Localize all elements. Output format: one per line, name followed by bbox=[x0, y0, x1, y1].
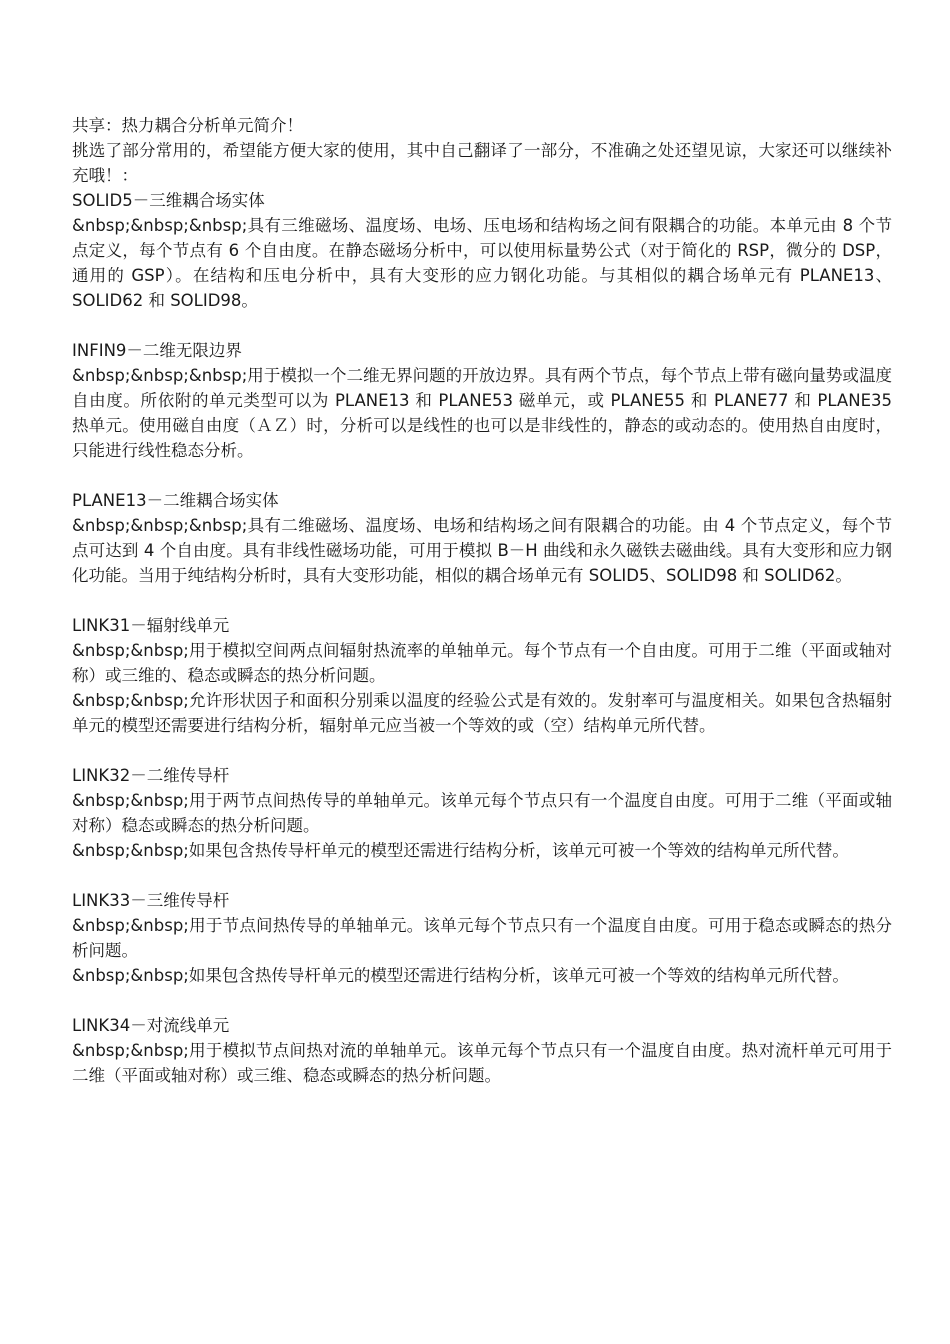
section-heading: LINK31－辐射线单元 bbox=[72, 616, 230, 635]
document-title: 共享：热力耦合分析单元简介！ bbox=[72, 116, 303, 135]
section-paragraph: &nbsp;&nbsp;如果包含热传导杆单元的模型还需进行结构分析，该单元可被一个等效的结构单元所代替。 bbox=[72, 841, 849, 860]
section-paragraph: &nbsp;&nbsp;用于节点间热传导的单轴单元。该单元每个节点只有一个温度自由度。可用于稳态或瞬态的热分析问题。 bbox=[72, 916, 892, 960]
intro-paragraph: 挑选了部分常用的，希望能方便大家的使用，其中自己翻译了一部分，不准确之处还望见谅，大家还可以继续补充哦！： bbox=[72, 141, 892, 185]
section-link33 bbox=[72, 888, 892, 988]
section-paragraph: &nbsp;&nbsp;用于模拟空间两点间辐射热流率的单轴单元。每个节点有一个自由度。可用于二维（平面或轴对称）或三维的、稳态或瞬态的热分析问题。 bbox=[72, 641, 892, 685]
section-paragraph: &nbsp;&nbsp;如果包含热传导杆单元的模型还需进行结构分析，该单元可被一个等效的结构单元所代替。 bbox=[72, 966, 849, 985]
section-link32 bbox=[72, 763, 892, 863]
section-paragraph: &nbsp;&nbsp;用于模拟节点间热对流的单轴单元。该单元每个节点只有一个温度自由度。热对流杆单元可用于二维（平面或轴对称）或三维、稳态或瞬态的热分析问题。 bbox=[72, 1041, 892, 1085]
section-paragraph: &nbsp;&nbsp;&nbsp;具有二维磁场、温度场、电场和结构场之间有限耦合的功能。由 4 个节点定义，每个节点可达到 4 个自由度。具有非线性磁场功能，可用于模拟 B－H 曲线和永久磁铁去磁曲线。具有大变形和应力钢化功能。当用于纯结构分析时，具有大变形功能，相似的耦合场单元有 SOLID5、SOLID98 和 SOLID62。 bbox=[72, 516, 892, 585]
section-plane13 bbox=[72, 488, 892, 588]
section-solid5 bbox=[72, 188, 892, 313]
section-heading: PLANE13－二维耦合场实体 bbox=[72, 491, 279, 510]
section-heading: LINK32－二维传导杆 bbox=[72, 766, 230, 785]
section-paragraph: &nbsp;&nbsp;允许形状因子和面积分别乘以温度的经验公式是有效的。发射率可与温度相关。如果包含热辐射单元的模型还需要进行结构分析，辐射单元应当被一个等效的或（空）结构单元所代替。 bbox=[72, 691, 892, 735]
section-heading: SOLID5－三维耦合场实体 bbox=[72, 191, 265, 210]
section-paragraph: &nbsp;&nbsp;&nbsp;用于模拟一个二维无界问题的开放边界。具有两个节点，每个节点上带有磁向量势或温度自由度。所依附的单元类型可以为 PLANE13 和 PLANE53 磁单元，或 PLANE55 和 PLANE77 和 PLANE35 热单元。使用磁自由度（ＡＺ）时，分析可以是线性的也可以是非线性的，静态的或动态的。使用热自由度时，只能进行线性稳态分析。 bbox=[72, 366, 892, 460]
section-heading: LINK34－对流线单元 bbox=[72, 1016, 230, 1035]
section-infin9 bbox=[72, 338, 892, 463]
document-page bbox=[72, 113, 892, 1088]
section-link31 bbox=[72, 613, 892, 738]
section-paragraph: &nbsp;&nbsp;&nbsp;具有三维磁场、温度场、电场、压电场和结构场之间有限耦合的功能。本单元由 8 个节点定义，每个节点有 6 个自由度。在静态磁场分析中，可以使用标量势公式（对于简化的 RSP，微分的 DSP，通用的 GSP）。在结构和压电分析中，具有大变形的应力钢化功能。与其相似的耦合场单元有 PLANE13、SOLID62 和 SOLID98。 bbox=[72, 216, 892, 310]
section-heading: LINK33－三维传导杆 bbox=[72, 891, 230, 910]
section-heading: INFIN9－二维无限边界 bbox=[72, 341, 242, 360]
section-paragraph: &nbsp;&nbsp;用于两节点间热传导的单轴单元。该单元每个节点只有一个温度自由度。可用于二维（平面或轴对称）稳态或瞬态的热分析问题。 bbox=[72, 791, 892, 835]
section-link34 bbox=[72, 1013, 892, 1088]
